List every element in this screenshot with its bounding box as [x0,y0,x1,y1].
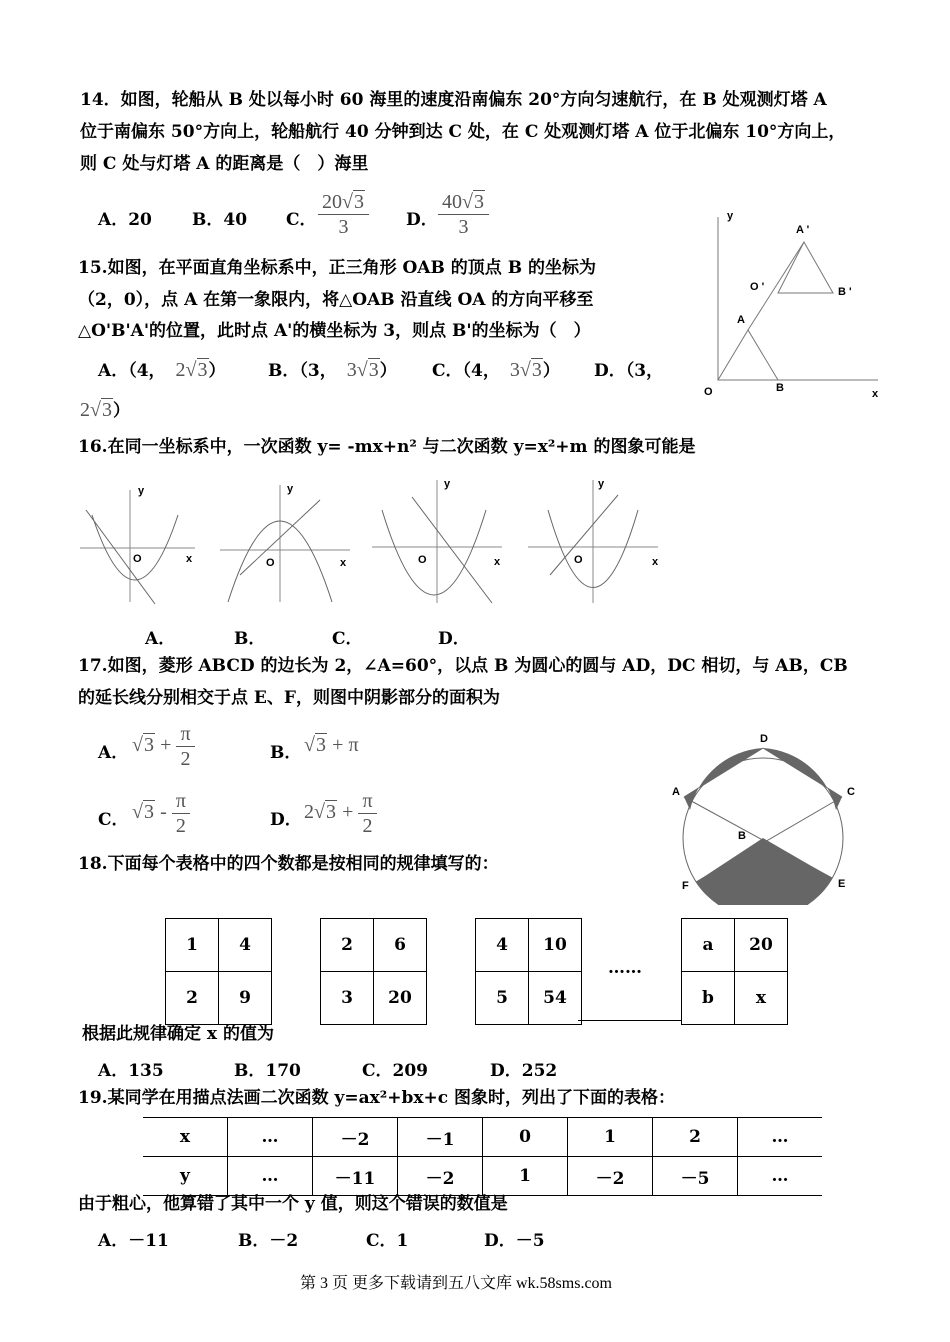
q17-line1: 17.如图，菱形 ABCD 的边长为 2，∠A=60°，以点 B 为圆心的圆与 AD，DC 相切，与 AB，CB [78,656,848,676]
q17-option-a-expr: √3 + $\frac{\pi}{2}$ [132,722,195,771]
q18-table-1 [165,918,272,1025]
q14-d-den: 3 [458,216,469,238]
q15-c-coef: 3 [509,359,520,381]
q15-op-label: O ' [750,281,765,293]
q17-option-d-label: D． [270,810,302,830]
q16-d-x: x [652,556,659,568]
q14-line2: 位于南偏东 50°方向上，轮船航行 40 分钟到达 C 处，在 C 处观测灯塔 A 位于北偏东 10°方向上， [80,122,846,142]
q19-table [143,1117,822,1196]
q17-c-minus: - [160,801,167,823]
q19-cell: … [738,1118,823,1157]
q17-a-point: A [672,786,680,798]
q19-cell: x [143,1118,228,1157]
q15-b-label: B [776,382,784,394]
q18-table-3 [475,918,582,1025]
q19-cell: －2 [568,1157,653,1196]
q18-t4-cell: b [682,972,735,1025]
q19-line2: 由于粗心，他算错了其中一个 y 值，则这个错误的数值是 [78,1194,508,1214]
q18-t1-cell: 1 [166,919,219,972]
q18-option-b: B．170 [234,1061,301,1081]
q14-c-den: 3 [338,216,349,238]
q18-table-4 [681,918,788,1025]
q19-cell: －5 [653,1157,738,1196]
q14-option-d-label: D． [406,210,438,230]
q15-c-rad: 3 [531,359,542,381]
q15-figure [700,205,890,400]
q14-option-b: B．40 [192,210,248,230]
q16-graph-d [528,475,663,605]
q19-line1: 19.某同学在用描点法画二次函数 y=ax²+bx+c 图象时，列出了下面的表格： [78,1088,675,1108]
q17-a-two: 2 [180,748,191,770]
q15-a-pre: A．（4， [98,361,166,381]
q18-connector-line [578,1020,682,1021]
q16-d-y: y [598,478,605,490]
q15-b-close: ） [379,361,397,381]
q17-c-point: C [847,786,855,798]
q17-b-pi: π [348,734,359,756]
q17-c-rad: 3 [143,801,154,823]
q17-d-pi: π [358,789,376,814]
q19-cell: 2 [653,1118,738,1157]
q17-a-plus: + [160,734,172,756]
q15-a-close: ） [208,361,226,381]
q17-a-rad: 3 [143,734,154,756]
q16-graph-b [220,480,355,605]
q17-option-b-expr: √3 + π [304,734,359,756]
q14-line1: 14．如图，轮船从 B 处以每小时 60 海里的速度沿南偏东 20°方向匀速航行，在 B 处观测灯塔 A [80,90,827,110]
q19-option-b: B．－2 [238,1231,299,1251]
q16-label-d: D． [438,629,470,649]
q15-b-pre: B．（3， [268,361,337,381]
q18-option-a: A．135 [98,1061,164,1081]
q17-b-plus: + [332,734,344,756]
q17-option-a-label: A． [98,743,129,763]
q19-cell: －1 [398,1118,483,1157]
q14-line3: 则 C 处与灯塔 A 的距离是（ ）海里 [80,154,369,174]
q14-option-c-label: C． [286,210,317,230]
q17-d-plus: + [342,801,354,823]
q18-t1-cell: 4 [219,919,272,972]
q19-cell: … [738,1157,823,1196]
q15-d-rad: 3 [101,399,112,421]
q18-t3-cell: 5 [476,972,529,1025]
q15-ap-label: A ' [796,224,810,236]
q14-d-rad: 3 [473,191,484,213]
q18-t2-cell: 3 [321,972,374,1025]
q18-t2-cell: 2 [321,919,374,972]
q18-line1: 18.下面每个表格中的四个数都是按相同的规律填写的： [78,854,499,874]
q17-b-point: B [738,830,746,842]
q15-line1: 15.如图，在平面直角坐标系中，正三角形 OAB 的顶点 B 的坐标为 [78,258,596,278]
q15-bp-label: B ' [838,286,852,298]
q16-a-x: x [186,553,193,565]
q15-line3: △O'B'A'的位置，此时点 A'的横坐标为 3，则点 B'的坐标为（ ） [78,321,591,341]
q16-label-b: B． [234,629,266,649]
q15-option-d-cont: 2√3） [80,399,130,421]
q15-c-close: ） [542,361,560,381]
q16-a-y: y [138,485,145,497]
q18-t4-cell: x [735,972,788,1025]
q16-line1: 16.在同一坐标系中，一次函数 y= -mx+n² 与二次函数 y=x²+m 的图象可能是 [78,437,696,457]
q19-cell: －11 [313,1157,398,1196]
q18-t1-cell: 2 [166,972,219,1025]
q17-option-d-expr: 2√3 + $\frac{\pi}{2}$ [304,789,377,838]
q19-cell: y [143,1157,228,1196]
q16-c-x: x [494,556,501,568]
q18-t3-cell: 4 [476,919,529,972]
q18-t4-cell: a [682,919,735,972]
q17-c-pi: π [172,789,190,814]
q14-option-a: A．20 [98,210,152,230]
q17-figure [660,725,870,905]
q14-option-d-fraction: $\frac{40√3}{3}$ [438,190,489,239]
q18-table-2 [320,918,427,1025]
q16-c-y: y [444,478,451,490]
q18-t2-cell: 6 [374,919,427,972]
q14-option-c-fraction: $\frac{20√3}{3}$ [318,190,369,239]
q19-cell: 1 [483,1157,568,1196]
q15-c-pre: C．（4， [432,361,500,381]
q17-f-point: F [682,880,689,892]
q18-t4-cell: 20 [735,919,788,972]
q19-option-d: D．－5 [484,1231,545,1251]
q17-c-two: 2 [175,815,186,837]
q18-line2: 根据此规律确定 x 的值为 [82,1024,274,1044]
q15-d-coef: 2 [80,399,90,421]
q19-cell: … [228,1157,313,1196]
q18-t2-cell: 20 [374,972,427,1025]
q17-option-b-label: B． [270,743,302,763]
q19-cell: －2 [398,1157,483,1196]
q18-t3-cell: 54 [529,972,582,1025]
q17-line2: 的延长线分别相交于点 E、F，则图中阴影部分的面积为 [78,688,500,708]
q17-option-c-expr: √3 - $\frac{\pi}{2}$ [132,789,190,838]
q16-b-x: x [340,557,347,569]
q19-option-c: C．1 [366,1231,409,1251]
q16-c-o: O [418,554,427,566]
q15-a-coef: 2 [175,359,186,381]
q16-label-c: C． [332,629,363,649]
q15-option-d: D．（3， [594,361,664,381]
q15-a-label: A [737,314,745,326]
page-footer: 第 3 页 更多下载请到五八文库 wk.58sms.com [300,1275,613,1292]
q17-a-pi: π [176,722,194,747]
q16-b-y: y [287,483,294,495]
q16-b-o: O [266,557,275,569]
q15-option-c: C．（4， 3√3） [432,359,560,381]
q15-y-label: y [727,210,734,222]
q15-o-label: O [704,386,713,398]
q15-b-rad: 3 [368,359,379,381]
q15-line2: （2，0），点 A 在第一象限内，将△OAB 沿直线 OA 的方向平移至 [78,290,594,310]
q18-option-d: D．252 [490,1061,558,1081]
q19-cell: －2 [313,1118,398,1157]
q16-graph-c [372,475,507,605]
q15-b-coef: 3 [346,359,357,381]
q14-c-rad: 3 [353,191,364,213]
q17-d-rad: 3 [325,801,336,823]
q19-option-a: A．－11 [98,1231,169,1251]
q14-d-num: 40 [442,191,462,213]
q18-dots: …… [608,958,642,978]
q19-cell: 1 [568,1118,653,1157]
table-row [143,1118,822,1157]
q19-cell: … [228,1118,313,1157]
q18-t3-cell: 10 [529,919,582,972]
q18-t1-cell: 9 [219,972,272,1025]
q18-option-c: C．209 [362,1061,429,1081]
q17-d-coef: 2 [304,801,314,823]
q15-option-b: B．（3， 3√3） [268,359,397,381]
q17-b-rad: 3 [315,734,326,756]
q16-a-o: O [133,553,142,565]
q15-option-a: A．（4， 2√3） [98,359,226,381]
q15-d-close: ） [112,401,130,421]
q15-a-rad: 3 [197,359,208,381]
q17-e-point: E [838,878,846,890]
q15-x-label: x [872,388,879,400]
q17-d-point: D [760,733,768,745]
q14-c-num: 20 [322,191,342,213]
q16-label-a: A． [145,629,176,649]
q16-graph-a [80,480,200,605]
q17-d-two: 2 [362,815,373,837]
q16-d-o: O [574,554,583,566]
q17-option-c-label: C． [98,810,129,830]
q19-cell: 0 [483,1118,568,1157]
